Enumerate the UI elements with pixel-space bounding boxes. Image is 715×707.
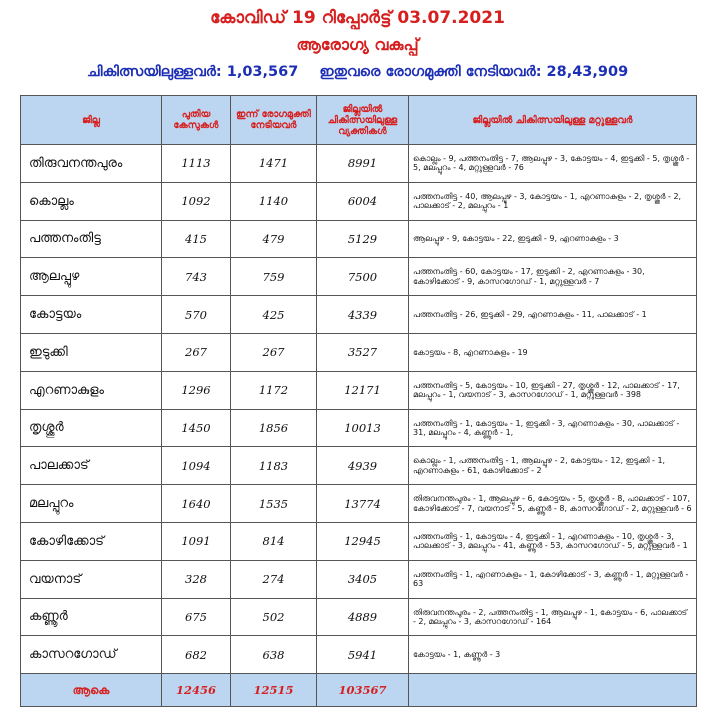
table-row: [21, 447, 697, 485]
recovered-cell: 814: [231, 522, 317, 560]
others-cell: പത്തനംതിട്ട - 26, ഇടുക്കി - 29, എറണാകുളം - 11, പാലക്കാട് - 1: [409, 296, 697, 334]
district-name: പത്തനംതിട്ട: [21, 220, 162, 258]
treatment-cell: 4939: [317, 447, 409, 485]
recovered-cell: 1471: [231, 145, 317, 183]
district-name: കണ്ണൂർ: [21, 598, 162, 636]
table-row: [21, 485, 697, 523]
header-under-treatment: ജില്ലയിൽ ചികിത്സയിലുള്ള വ്യക്തികൾ: [317, 96, 409, 145]
treatment-cell: 3405: [317, 560, 409, 598]
district-name: എറണാകുളം: [21, 371, 162, 409]
table-row: [21, 296, 697, 334]
new-cases-cell: 267: [162, 333, 231, 371]
new-cases-cell: 415: [162, 220, 231, 258]
others-cell: പത്തനംതിട്ട - 40, ആലപ്പുഴ - 3, കോട്ടയം - 1, എറണാകുളം - 2, തൃശ്ശൂർ - 2, പാലക്കാട് - 2, മലപ്പുറം - 1: [409, 182, 697, 220]
total-treatment: 103567: [317, 674, 409, 707]
recovered-cell: 1183: [231, 447, 317, 485]
recovered-cell: 1140: [231, 182, 317, 220]
department-title: ആരോഗ്യ വകുപ്പ്: [296, 35, 419, 54]
district-name: ആലപ്പുഴ: [21, 258, 162, 296]
new-cases-cell: 743: [162, 258, 231, 296]
others-cell: കോട്ടയം - 8, എറണാകുളം - 19: [409, 333, 697, 371]
recovered-cell: 479: [231, 220, 317, 258]
table-row: [21, 598, 697, 636]
others-cell: കൊല്ലം - 9, പത്തനംതിട്ട - 7, ആലപ്പുഴ - 3, കോട്ടയം - 4, ഇടുക്കി - 5, തൃശ്ശൂർ - 5, മലപ്പുറം - 4, മറ്റുള്ളവർ - 76: [409, 145, 697, 183]
treatment-cell: 4889: [317, 598, 409, 636]
others-cell: കോട്ടയം - 1, കണ്ണൂർ - 3: [409, 636, 697, 674]
new-cases-cell: 1094: [162, 447, 231, 485]
district-name: പാലക്കാട്: [21, 447, 162, 485]
table-row: [21, 371, 697, 409]
others-cell: തിരുവനന്തപുരം - 1, ആലപ്പുഴ - 6, കോട്ടയം - 5, തൃശ്ശൂർ - 8, പാലക്കാട് - 107, കോഴിക്കോട് - 7, വയനാട് - 5, കണ്ണൂർ - 8, കാസറഗോഡ് - 2, മറ്റുള്ളവർ - 6: [409, 485, 697, 523]
district-name: ഇടുക്കി: [21, 333, 162, 371]
new-cases-cell: 1450: [162, 409, 231, 447]
treatment-cell: 6004: [317, 182, 409, 220]
others-cell: പത്തനംതിട്ട - 1, എറണാകുളം - 1, കോഴിക്കോട് - 3, കണ്ണൂർ - 1, മറ്റുള്ളവർ - 63: [409, 560, 697, 598]
new-cases-cell: 675: [162, 598, 231, 636]
covid-district-table: [20, 95, 697, 707]
header-district: ജില്ല: [21, 96, 162, 145]
table-row: [21, 333, 697, 371]
recovered-cell: 502: [231, 598, 317, 636]
others-cell: പത്തനംതിട്ട - 1, കോട്ടയം - 4, ഇടുക്കി - 1, എറണാകുളം - 10, തൃശ്ശൂർ - 3, പാലക്കാട് - 3, മലപ്പുറം - 41, കണ്ണൂർ - 53, കാസറഗോഡ് - 5, മറ്റുള്ളവർ - 1: [409, 522, 697, 560]
new-cases-cell: 1092: [162, 182, 231, 220]
treatment-cell: 13774: [317, 485, 409, 523]
header-new-cases: പുതിയ കേസുകൾ: [162, 96, 231, 145]
total-new-cases: 12456: [162, 674, 231, 707]
new-cases-cell: 1091: [162, 522, 231, 560]
others-cell: തിരുവനന്തപുരം - 2, പത്തനംതിട്ട - 1, ആലപ്പുഴ - 1, കോട്ടയം - 6, പാലക്കാട് - 2, മലപ്പുറം - 3, കാസറഗോഡ് - 164: [409, 598, 697, 636]
report-title: കോവിഡ് 19 റിപ്പോർട്ട് 03.07.2021: [210, 8, 505, 28]
recovered-cell: 1172: [231, 371, 317, 409]
treatment-cell: 5941: [317, 636, 409, 674]
new-cases-cell: 570: [162, 296, 231, 334]
others-cell: ആലപ്പുഴ - 9, കോട്ടയം - 22, ഇടുക്കി - 9, എറണാകുളം - 3: [409, 220, 697, 258]
table-row: [21, 636, 697, 674]
others-cell: പത്തനംതിട്ട - 5, കോട്ടയം - 10, ഇടുക്കി - 27, തൃശ്ശൂർ - 12, പാലക്കാട് - 17, മലപ്പുറം - 1, വയനാട് - 3, കാസറഗോഡ് - 1, മറ്റുള്ളവർ - 398: [409, 371, 697, 409]
others-cell: കൊല്ലം - 1, പത്തനംതിട്ട - 1, ആലപ്പുഴ - 2, കോട്ടയം - 12, ഇടുക്കി - 1, എറണാകുളം - 61, കോഴിക്കോട് - 2: [409, 447, 697, 485]
new-cases-cell: 328: [162, 560, 231, 598]
total-recovered: 12515: [231, 674, 317, 707]
table-row: [21, 182, 697, 220]
treatment-cell: 12945: [317, 522, 409, 560]
recovered-cell: 1535: [231, 485, 317, 523]
table-row: [21, 560, 697, 598]
district-name: മലപ്പുറം: [21, 485, 162, 523]
recovered-cell: 274: [231, 560, 317, 598]
new-cases-cell: 1296: [162, 371, 231, 409]
table-header-row: [21, 96, 697, 145]
under-treatment-summary: ചികിത്സയിലുള്ളവർ: 1,03,567: [86, 64, 299, 80]
new-cases-cell: 682: [162, 636, 231, 674]
others-cell: പത്തനംതിട്ട - 1, കോട്ടയം - 1, ഇടുക്കി - 3, എറണാകുളം - 30, പാലക്കാട് - 31, മലപ്പുറം - 4, കണ്ണൂർ - 1,: [409, 409, 697, 447]
total-others: [409, 674, 697, 707]
header-recovered-today: ഇന്ന് രോഗമുക്തി നേടിയവർ: [231, 96, 317, 145]
others-cell: പത്തനംതിട്ട - 60, കോട്ടയം - 17, ഇടുക്കി - 2, എറണാകുളം - 30, കോഴിക്കോട് - 9, കാസറഗോഡ് - 1, മറ്റുള്ളവർ - 7: [409, 258, 697, 296]
recovered-cell: 759: [231, 258, 317, 296]
district-name: തിരുവനന്തപുരം: [21, 145, 162, 183]
district-name: കോഴിക്കോട്: [21, 522, 162, 560]
new-cases-cell: 1640: [162, 485, 231, 523]
total-row: [21, 674, 697, 707]
treatment-cell: 10013: [317, 409, 409, 447]
table-row: [21, 409, 697, 447]
district-name: തൃശ്ശൂർ: [21, 409, 162, 447]
treatment-cell: 3527: [317, 333, 409, 371]
recovered-cell: 425: [231, 296, 317, 334]
district-name: കാസറഗോഡ്: [21, 636, 162, 674]
treatment-cell: 8991: [317, 145, 409, 183]
recovered-total-summary: ഇതുവരെ രോഗമുക്തി നേടിയവർ: 28,43,909: [319, 64, 629, 80]
recovered-cell: 638: [231, 636, 317, 674]
recovered-cell: 267: [231, 333, 317, 371]
treatment-cell: 4339: [317, 296, 409, 334]
table-row: [21, 258, 697, 296]
treatment-cell: 7500: [317, 258, 409, 296]
total-label: ആകെ: [21, 674, 162, 707]
district-name: വയനാട്: [21, 560, 162, 598]
district-name: കൊല്ലം: [21, 182, 162, 220]
district-name: കോട്ടയം: [21, 296, 162, 334]
table-row: [21, 145, 697, 183]
header-others: ജില്ലയിൽ ചികിത്സയിലുള്ള മറ്റുള്ളവർ: [409, 96, 697, 145]
treatment-cell: 12171: [317, 371, 409, 409]
recovered-cell: 1856: [231, 409, 317, 447]
summary-line: [0, 64, 715, 80]
table-row: [21, 220, 697, 258]
treatment-cell: 5129: [317, 220, 409, 258]
table-row: [21, 522, 697, 560]
new-cases-cell: 1113: [162, 145, 231, 183]
